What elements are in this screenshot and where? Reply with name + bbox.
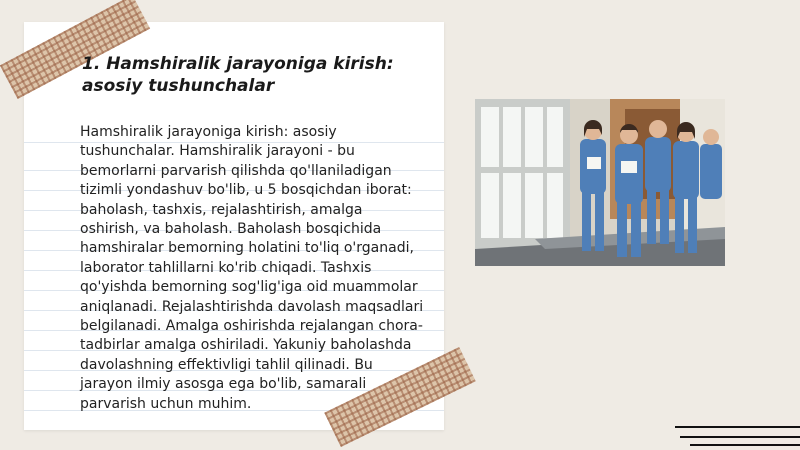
nurses-photo xyxy=(475,99,725,266)
decorative-line xyxy=(680,436,800,438)
slide-body-text: Hamshiralik jarayoniga kirish: asosiy tushunchalar. Hamshiralik jarayoni - bu bemorlarni parvarish qilishda qo'llaniladigan tizimli yondashuv bo'lib, u 5 bosqichdan iborat: baholash, tashxis, rejalashtirish, amalga oshirish, va baholash. Baholash bosqichida hamshiralar bemorning holatini to'liq o'rganadi, laborator tahlillarni ko'rib chiqadi. Tashxis qo'yishda bemorning sog'lig'iga oid muammolar aniqlanadi. Rejalashtirishda davolash maqsadlari belgilanadi. Amalga oshirishda rejalangan chora-tadbirlar amalga oshiriladi. Yakuniy baholashda davolashning effektivligi tahlil qilinadi. Bu jarayon ilmiy asosga ega bo'lib, samarali parvarish uchun muhim. xyxy=(80,124,424,412)
decorative-line xyxy=(675,426,800,428)
decorative-line xyxy=(690,444,800,446)
slide-title: 1. Hamshiralik jarayoniga kirish: asosiy tushunchalar xyxy=(82,54,394,96)
nurses-photo-illustration xyxy=(475,99,725,266)
